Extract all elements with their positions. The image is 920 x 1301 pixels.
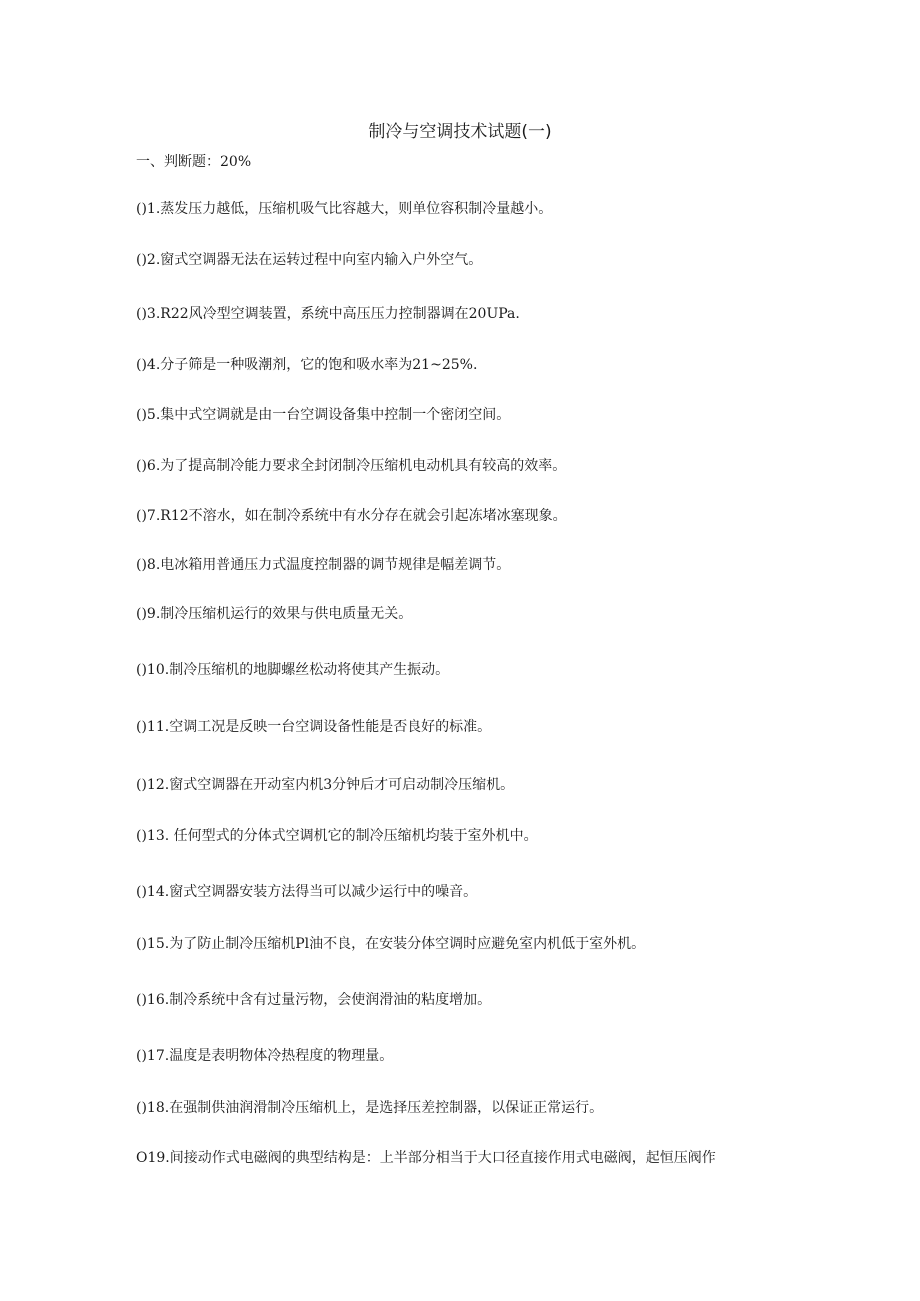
question-item: ()5.集中式空调就是由一台空调设备集中控制一个密闭空间。: [136, 407, 511, 423]
question-item: ()11.空调工况是反映一台空调设备性能是否良好的标准。: [136, 719, 492, 735]
question-item: ()15.为了防止制冷压缩机Pl油不良，在安装分体空调时应避免室内机低于室外机。: [136, 936, 646, 952]
question-item: ()1.蒸发压力越低，压缩机吸气比容越大，则单位容积制冷量越小。: [136, 201, 553, 217]
question-item: ()4.分子筛是一种吸潮剂，它的饱和吸水率为21~25%.: [136, 357, 478, 373]
question-item: O19.间接动作式电磁阀的典型结构是：上半部分相当于大口径直接作用式电磁阀，起恒压阀作: [136, 1150, 716, 1166]
question-item: ()13. 任何型式的分体式空调机它的制冷压缩机均装于室外机中。: [136, 828, 538, 844]
question-item: ()2.窗式空调器无法在运转过程中向室内输入户外空气。: [136, 252, 483, 268]
question-item: ()17.温度是表明物体冷热程度的物理量。: [136, 1048, 394, 1064]
question-item: ()8.电冰箱用普通压力式温度控制器的调节规律是幅差调节。: [136, 557, 511, 573]
question-item: ()18.在强制供油润滑制冷压缩机上，是选择压差控制器，以保证正常运行。: [136, 1100, 604, 1116]
document-title: 制冷与空调技术试题(一): [368, 122, 552, 142]
question-item: ()6.为了提高制冷能力要求全封闭制冷压缩机电动机具有较高的效率。: [136, 458, 567, 474]
question-item: ()3.R22风冷型空调装置，系统中高压压力控制器调在20UPa.: [136, 306, 520, 322]
question-item: ()9.制冷压缩机运行的效果与供电质量无关。: [136, 606, 413, 622]
question-item: ()14.窗式空调器安装方法得当可以减少运行中的噪音。: [136, 884, 478, 900]
question-item: ()12.窗式空调器在开动室内机3分钟后才可启动制冷压缩机。: [136, 777, 515, 793]
question-item: ()16.制冷系统中含有过量污物，会使润滑油的粘度增加。: [136, 992, 492, 1008]
question-item: ()10.制冷压缩机的地脚螺丝松动将使其产生振动。: [136, 662, 450, 678]
section-heading: 一、判断题：20%: [136, 154, 252, 170]
question-item: ()7.R12不溶水，如在制冷系统中有水分存在就会引起冻堵冰塞现象。: [136, 508, 567, 524]
